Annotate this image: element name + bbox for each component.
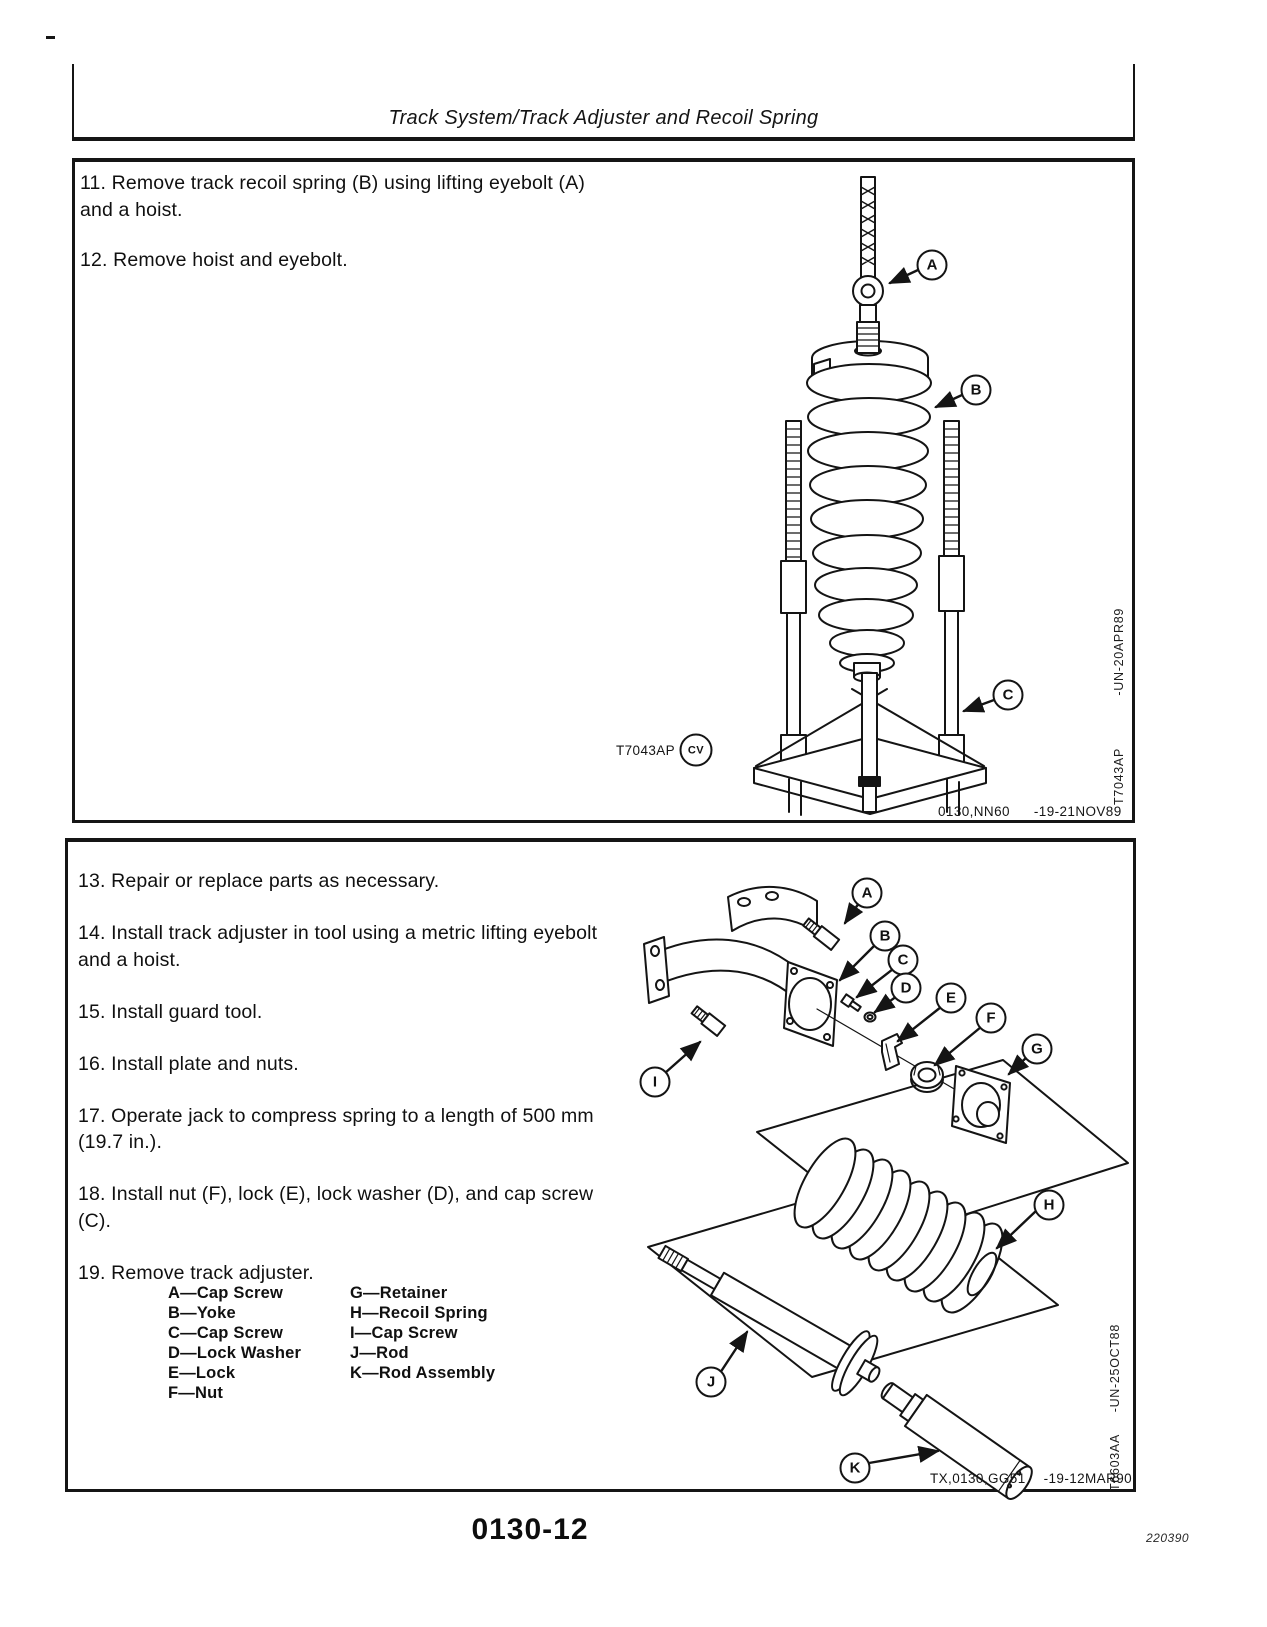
callout-h: H bbox=[1034, 1190, 1065, 1221]
spring-removal-illustration bbox=[600, 165, 1110, 820]
callout-c: C bbox=[888, 945, 919, 976]
step-11: 11. Remove track recoil spring (B) using lifting eyebolt (A) and a hoist. bbox=[80, 172, 586, 221]
callout-k: K bbox=[840, 1453, 871, 1484]
top-panel-footer bbox=[938, 804, 1122, 819]
callout-e: E bbox=[936, 983, 967, 1014]
stray-scan-mark bbox=[46, 36, 55, 39]
legend-item-a: A—Cap Screw bbox=[168, 1284, 283, 1302]
legend-item-e: E—Lock bbox=[168, 1364, 236, 1382]
nut-f-part bbox=[911, 1062, 943, 1092]
legend-item-b: B—Yoke bbox=[168, 1304, 236, 1322]
top-footer-code: 0130,NN60 bbox=[938, 804, 1010, 819]
bottom-footer-date: -19-12MAR90 bbox=[1043, 1471, 1133, 1486]
retainer-g-part bbox=[952, 1066, 1010, 1143]
bottom-figure-side-id: T6603AA bbox=[1108, 1434, 1122, 1492]
hoist-cable bbox=[861, 177, 875, 277]
step-16: 16. Install plate and nuts. bbox=[78, 1052, 299, 1075]
callout-f: F bbox=[976, 1003, 1007, 1034]
legend-item-g: G—Retainer bbox=[350, 1284, 448, 1302]
cap-screw-i-part bbox=[690, 1005, 725, 1036]
callout-c: C bbox=[993, 680, 1024, 711]
legend-item-d: D—Lock Washer bbox=[168, 1344, 302, 1362]
callout-a: A bbox=[917, 250, 948, 281]
lock-washer-d-part bbox=[865, 1013, 876, 1022]
legend-item-k: K—Rod Assembly bbox=[350, 1364, 496, 1382]
step-17: 17. Operate jack to compress spring to a length of 500 mm (19.7 in.). bbox=[78, 1104, 594, 1154]
callout-j: J bbox=[696, 1367, 727, 1398]
recoil-spring-h-part bbox=[783, 1130, 1015, 1322]
threaded-rod-left bbox=[781, 421, 806, 773]
legend-item-f: F—Nut bbox=[168, 1384, 224, 1402]
header-box bbox=[72, 64, 1135, 141]
bottom-figure-side-code: -UN-25OCT88 bbox=[1108, 1324, 1122, 1413]
step-14: 14. Install track adjuster in tool using a metric lifting eyebolt and a hoist. bbox=[78, 921, 598, 971]
cap-screw-a-part bbox=[802, 917, 839, 950]
top-footer-date: -19-21NOV89 bbox=[1033, 804, 1122, 819]
top-panel-steps bbox=[80, 170, 604, 297]
bottom-footer-code: TX,0130,GG51 bbox=[930, 1471, 1026, 1486]
step-13: 13. Repair or replace parts as necessary. bbox=[78, 870, 440, 892]
step-18: 18. Install nut (F), lock (E), lock washer (D), and cap screw (C). bbox=[78, 1183, 594, 1233]
step-19: 19. Remove track adjuster. bbox=[78, 1262, 314, 1285]
parts-legend bbox=[168, 1283, 495, 1403]
bottom-panel-steps bbox=[78, 868, 604, 1312]
callout-b: B bbox=[961, 375, 992, 406]
print-code: 220390 bbox=[1146, 1531, 1190, 1545]
legend-item-c: C—Cap Screw bbox=[168, 1324, 283, 1342]
threaded-rod-right bbox=[939, 421, 964, 773]
callout-b: B bbox=[870, 921, 901, 952]
figure-track-adjuster-exploded bbox=[620, 845, 1136, 1505]
legend-column-right bbox=[350, 1283, 495, 1403]
center-rod bbox=[859, 673, 880, 812]
page-number: 0130-12 bbox=[471, 1513, 589, 1546]
top-figure-side-code: -UN-20APR89 bbox=[1112, 608, 1126, 696]
callout-a: A bbox=[852, 878, 883, 909]
callout-d: D bbox=[891, 973, 922, 1004]
step-15: 15. Install guard tool. bbox=[78, 1000, 263, 1023]
bottom-panel-footer bbox=[930, 1471, 1132, 1486]
callout-g: G bbox=[1022, 1034, 1053, 1065]
legend-item-i: I—Cap Screw bbox=[350, 1324, 458, 1342]
figure-spring-removal bbox=[600, 165, 1110, 820]
legend-item-j: J—Rod bbox=[350, 1344, 409, 1362]
page-title: Track System/Track Adjuster and Recoil Spring bbox=[388, 107, 819, 129]
yoke-b bbox=[644, 887, 837, 1046]
callout-i: I bbox=[640, 1067, 671, 1098]
legend-column-left bbox=[168, 1283, 350, 1403]
lifting-eyebolt bbox=[853, 276, 883, 353]
top-figure-side-id: T7043AP bbox=[1112, 748, 1126, 806]
step-12: 12. Remove hoist and eyebolt. bbox=[80, 248, 348, 271]
cv-badge: CV bbox=[680, 734, 713, 767]
recoil-spring bbox=[807, 341, 931, 682]
legend-item-h: H—Recoil Spring bbox=[350, 1304, 488, 1322]
figure-code-label: T7043AP bbox=[616, 743, 676, 758]
